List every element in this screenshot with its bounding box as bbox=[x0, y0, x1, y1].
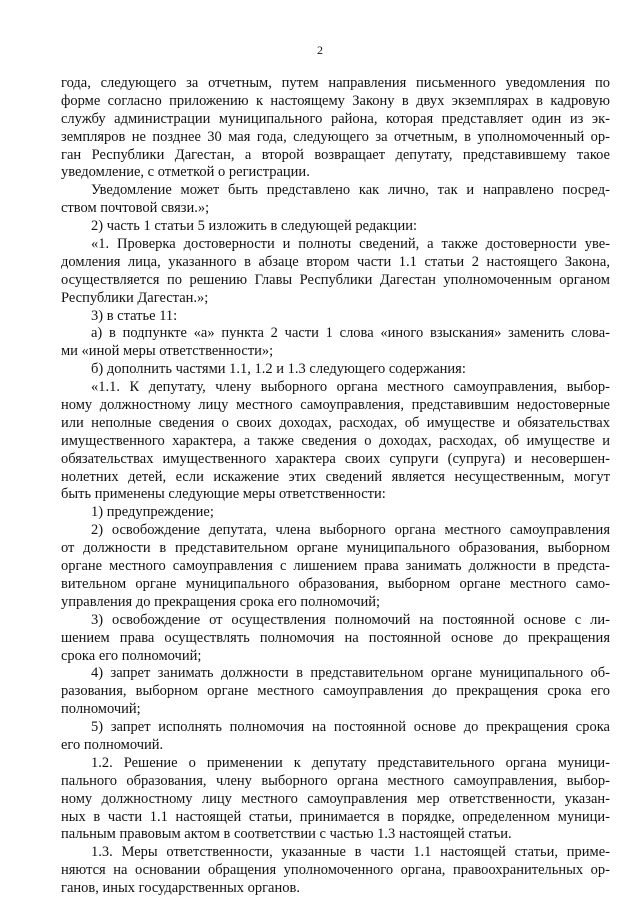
text-line: земпляров не позднее 30 мая года, следующего за отчетным, в уполномоченный ор- bbox=[61, 128, 610, 145]
text-line: службу администрации муниципального района, которая представляет один из эк- bbox=[61, 110, 610, 127]
text-line: быть применены следующие меры ответственности: bbox=[61, 486, 386, 503]
text-line: «1. Проверка достоверности и полноты сведений, а также достоверности уве- bbox=[91, 236, 610, 253]
text-line: управления до прекращения срока его полномочий; bbox=[61, 593, 381, 610]
text-line: 1.3. Меры ответственности, указанные в части 1.1 настоящей статьи, приме- bbox=[91, 844, 610, 861]
text-line: пального образования, члену выборного органа местного самоуправления, выбор- bbox=[61, 772, 610, 789]
text-line: обязательствах имущественного характера своих супруги (супруга) и несовершен- bbox=[61, 450, 610, 467]
text-line: форме согласно приложению к настоящему Закону в двух экземплярах в кадровую bbox=[61, 92, 610, 109]
text-line: ных в части 1.1 настоящей статьи, принимается в порядке, определенном муници- bbox=[61, 808, 610, 825]
text-line: шением права осуществлять полномочия на постоянной основе до прекращения bbox=[61, 629, 610, 646]
text-line: 2) освобождение депутата, члена выборного органа местного самоуправления bbox=[91, 522, 610, 539]
text-line: няются на основании обращения уполномоченного органа, правоохранительных ор- bbox=[61, 862, 610, 879]
text-line: 4) запрет занимать должности в представительном органе муниципального об- bbox=[91, 665, 610, 682]
text-line: от должности в представительном органе муниципального образования, выборном bbox=[61, 540, 610, 557]
text-line: ному должностному лицу местного самоуправления, представившим недостоверные bbox=[61, 397, 610, 414]
text-line: Республики Дагестан.»; bbox=[61, 289, 209, 306]
text-line: 5) запрет исполнять полномочия на постоянной основе до прекращения срока bbox=[91, 719, 610, 736]
text-line: или неполные сведения о своих доходах, расходах, об имуществе и обязательствах bbox=[61, 414, 610, 431]
text-line: ством почтовой связи.»; bbox=[61, 200, 210, 217]
text-line: 1) предупреждение; bbox=[91, 504, 214, 521]
text-line: ми «иной меры ответственности»; bbox=[61, 343, 274, 360]
text-line: 2) часть 1 статьи 5 изложить в следующей редакции: bbox=[91, 218, 417, 235]
text-line: Уведомление может быть представлено как лично, так и направлено посред- bbox=[91, 182, 610, 199]
text-line: домления лица, указанного в абзаце втором части 1.1 статьи 2 настоящего Закона, bbox=[61, 253, 610, 270]
text-line: его полномочий. bbox=[61, 736, 164, 753]
text-line: вительном органе муниципального образования, выборном органе местного само- bbox=[61, 575, 610, 592]
document-body bbox=[61, 75, 610, 898]
text-line: уведомление, с отметкой о регистрации. bbox=[61, 164, 310, 181]
text-line: ган Республики Дагестан, а второй возвращает депутату, представившему такое bbox=[61, 146, 610, 163]
text-line: б) дополнить частями 1.1, 1.2 и 1.3 следующего содержания: bbox=[91, 361, 466, 378]
text-line: разования, выборном органе местного самоуправления до прекращения срока его bbox=[61, 683, 610, 700]
text-line: а) в подпункте «а» пункта 2 части 1 слова «иного взыскания» заменить слова- bbox=[91, 325, 610, 342]
text-line: органе местного самоуправления с лишением права занимать должности в предста- bbox=[61, 558, 610, 575]
text-line: 3) освобождение от осуществления полномочий на постоянной основе с ли- bbox=[91, 611, 610, 628]
text-line: ному должностному лицу местного самоуправления мер ответственности, указан- bbox=[61, 790, 610, 807]
text-line: полномочий; bbox=[61, 701, 141, 718]
text-line: «1.1. К депутату, члену выборного органа местного самоуправления, выбор- bbox=[91, 379, 610, 396]
text-line: осуществляется по решению Главы Республики Дагестан уполномоченным органом bbox=[61, 271, 610, 288]
text-line: года, следующего за отчетным, путем направления письменного уведомления по bbox=[61, 75, 610, 91]
text-line: пальным правовым актом в соответствии с частью 1.3 настоящей статьи. bbox=[61, 826, 512, 843]
text-line: 3) в статье 11: bbox=[91, 307, 178, 324]
text-line: срока его полномочий; bbox=[61, 647, 202, 664]
text-line: имущественного характера, а также сведения о доходах, расходах, об имуществе и bbox=[61, 432, 610, 449]
text-line: ганов, иных государственных органов. bbox=[61, 880, 300, 897]
text-line: нолетних детей, если искажение этих сведений является несущественным, могут bbox=[61, 468, 610, 485]
page-number: 2 bbox=[317, 43, 323, 57]
text-line: 1.2. Решение о применении к депутату представительного органа муници- bbox=[91, 754, 610, 771]
